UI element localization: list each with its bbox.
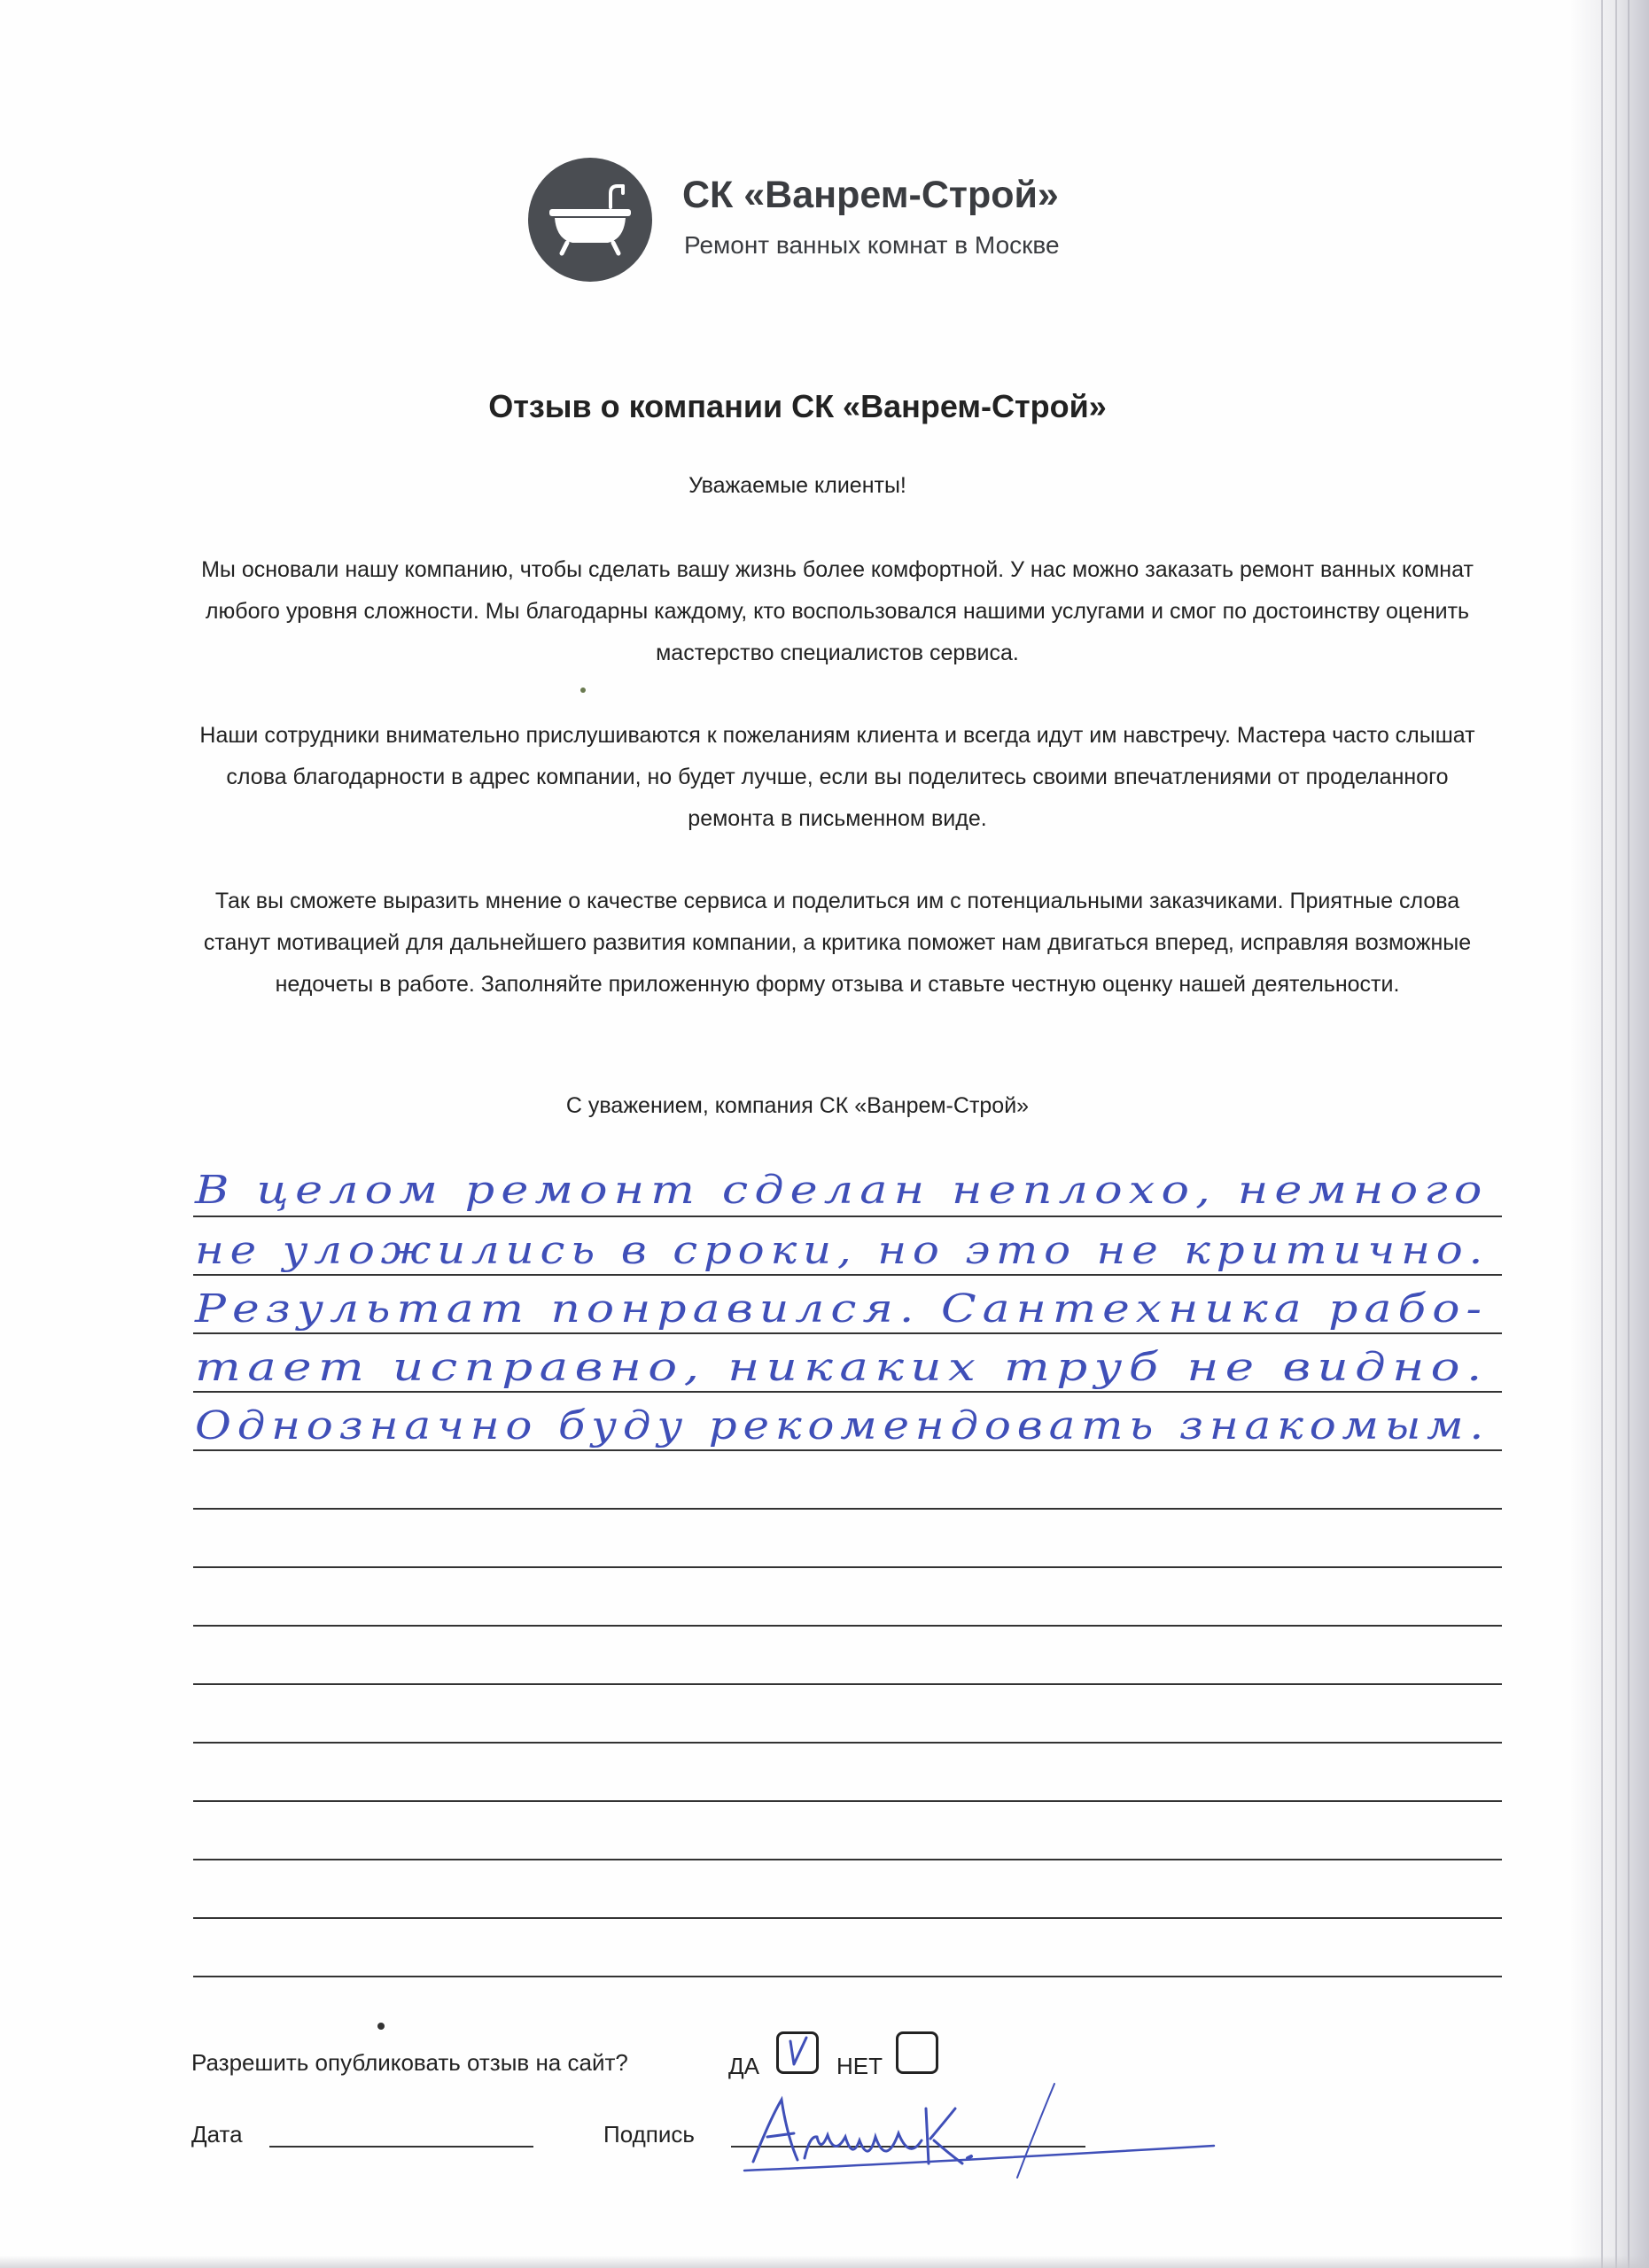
scan-speck [377,2023,385,2030]
publish-no-checkbox[interactable] [896,2031,938,2074]
review-rule-line [193,1859,1502,1860]
review-rule-line [193,1800,1502,1802]
company-subtitle: Ремонт ванных комнат в Москве [684,231,1060,259]
review-rule-line [193,1391,1502,1393]
review-rule-line [193,1508,1502,1510]
scan-edge-shadow [1569,0,1649,2268]
scan-edge-line [1628,0,1630,2268]
sign-off: С уважением, компания СК «Ванрем-Строй» [565,1093,1030,1118]
intro-paragraph-1: Мы основали нашу компанию, чтобы сделать вашу жизнь более комфортной. У нас можно заказать ремонт ванных комнат любого уровня сложности. Мы благодарны каждому, кто воспользовался нашими услугами и смог по достоинству оценить мастерство специалистов сервиса. [201,557,1474,665]
company-name: СК «Ванрем-Строй» [682,174,1059,216]
review-rule-line [193,1917,1502,1919]
review-rule-line [193,1566,1502,1568]
handwritten-line: не уложились в сроки, но это не критично. [195,1228,1490,1273]
signature-label: Подпись [603,2121,695,2148]
review-rule-line [193,1449,1502,1451]
review-rule-line [193,1625,1502,1627]
scan-edge-line [1601,0,1603,2268]
handwritten-line: тает исправно, никаких труб не видно. [195,1345,1489,1390]
review-rule-line [193,1274,1502,1276]
checkmark-icon [782,2034,813,2071]
date-field[interactable] [269,2146,533,2148]
yes-label: ДА [728,2053,759,2079]
publish-question: Разрешить опубликовать отзыв на сайт? [191,2049,628,2076]
intro-paragraph-3: Так вы сможете выразить мнение о качестве сервиса и поделиться им с потенциальными заказчиками. Приятные слова станут мотивацией для дальнейшего развития компании, а критика поможет нам двигаться вперед, исправляя возможные недочеты в работе. Заполняйте приложенную форму отзыва и ставьте честную оценку нашей деятельности. [203,889,1472,997]
page-title: Отзыв о компании СК «Ванрем-Строй» [488,388,1107,424]
review-rule-line [193,1742,1502,1744]
review-rule-line [193,1216,1502,1217]
greeting: Уважаемые клиенты! [688,473,906,498]
no-label: НЕТ [836,2053,883,2079]
handwritten-signature [735,2082,1232,2179]
company-logo-block [528,158,1131,282]
handwritten-line: В целом ремонт сделан неплохо, немного [195,1168,1489,1213]
intro-paragraph-2: Наши сотрудники внимательно прислушиваются к пожеланиям клиента и всегда идут им навстречу. Мастера часто слышат слова благодарности в адрес компании, но будет лучше, если вы поделитесь своими впечатлениями от проделанного ремонта в письменном виде. [199,723,1475,831]
bathtub-icon [528,158,652,282]
handwritten-line: Результат понравился. Сантехника рабо- [195,1286,1489,1332]
scan-bottom-shadow [0,2256,1649,2268]
scan-speck [580,687,586,693]
scan-edge-line [1615,0,1617,2268]
review-rule-line [193,1332,1502,1334]
date-label: Дата [191,2121,243,2148]
review-rule-line [193,1976,1502,1977]
review-rule-line [193,1683,1502,1685]
handwritten-line: Однозначно буду рекомендовать знакомым. [195,1403,1490,1449]
